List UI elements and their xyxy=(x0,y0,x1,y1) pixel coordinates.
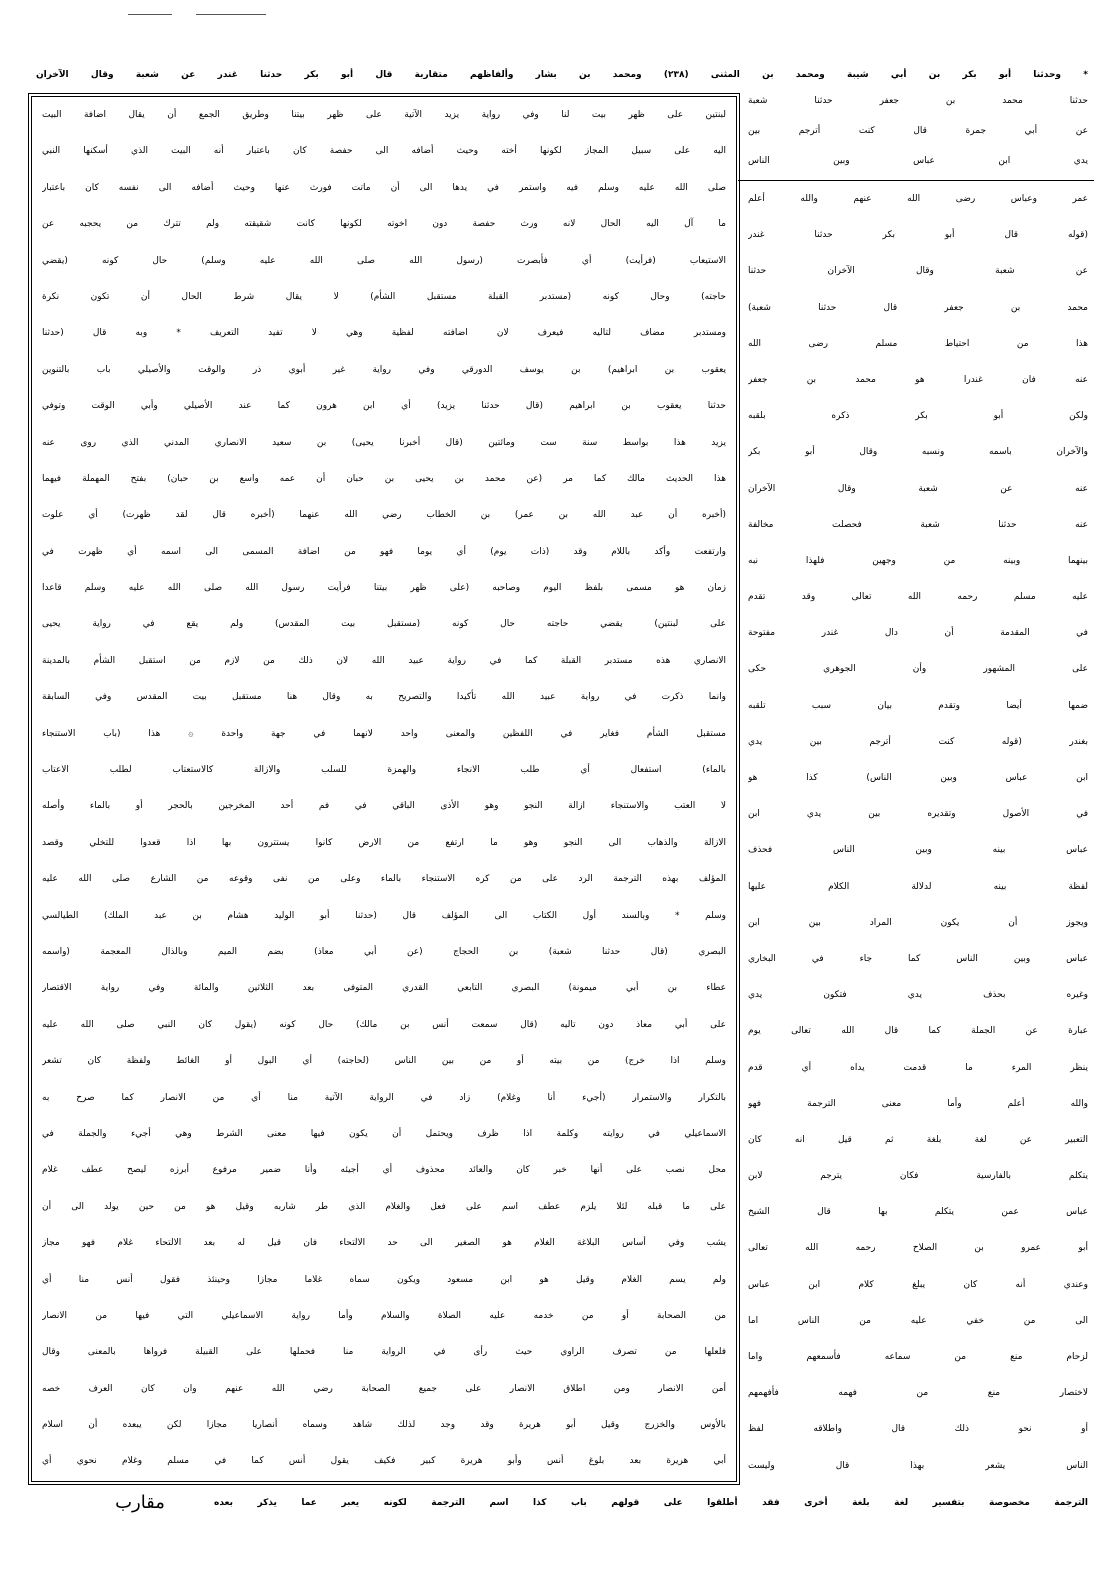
main-text-line: زمان هو مسمى بلفظ اليوم وصاحبه (على ظهر بيتنا فرأيت رسول الله صلى الله عليه وسلم قاعدا xyxy=(42,583,726,594)
margin-commentary-line: لزحام منع من سماعه فأسمعهم واما xyxy=(748,1352,1088,1362)
margin-commentary-line: أبو عمرو بن الصلاح رحمه الله تعالى xyxy=(748,1243,1088,1254)
margin-hadith-text xyxy=(748,86,1088,176)
margin-commentary-line: وغيره بحذف يدي فتكون يدي xyxy=(748,990,1088,1001)
main-text-line: ما آل اليه الحال لانه ورث حفصة دون اخوته لكونها كانت شقيقته ولم تترك من يحجبه عن xyxy=(42,219,726,230)
margin-commentary-line: عنه عن شعبة وقال الآخران xyxy=(748,483,1088,494)
margin-commentary-line: لاختصار منع من فهمه فأفهمهم xyxy=(748,1388,1088,1399)
main-text-line: أبي هريرة بعد بلوغ أنس وأبو هريرة كبير فكيف يقول أنس كما في مسلم وغلام نحوي أي xyxy=(42,1456,726,1467)
margin-commentary-line: عباس وبين الناس كما جاء في البخاري xyxy=(748,953,1088,964)
main-text-line: يزيد هذا بواسط سنة ست ومائتين (قال أخبرنا يحيى) بن سعيد الانصاري المدني الذي روى عنه xyxy=(42,437,726,448)
margin-commentary-text xyxy=(748,181,1088,1484)
main-text-line: على ما قبله لئلا يلزم عطف اسم على فعل والغلام الذي طر شاربه وقيل هو من حين يولد الى أن xyxy=(42,1201,726,1212)
margin-commentary-line: عباس عمن يتكلم بها قال الشيخ xyxy=(748,1207,1088,1218)
main-text-line: محل نصب على أنها خبر كان والعائد محذوف أي أجيئه وأنا ضمير مرفوع أبرزه ليصح عطف غلام xyxy=(42,1165,726,1176)
main-text-line: بالتكرار والاستمرار (أجيء أنا وغلام) زاد في الرواية الآتية منا أي من الانصار كما صرح به xyxy=(42,1092,726,1103)
main-text-line: فلعلها من تصرف الراوي حيث رأى في الرواية منا فحملها على القبيلة فرواها بالمعنى وقال xyxy=(42,1347,726,1358)
main-text-line: (أخبره أن عبد الله بن عمر) بن الخطاب رضي الله عنهما (أخبره قال لقد ظهرت) أي علوت xyxy=(42,510,726,521)
margin-commentary-line: ينظر المرء ما قدمت يداه أي قدم xyxy=(748,1062,1088,1073)
margin-commentary-line: عن شعبة وقال الآخران حدثنا xyxy=(748,266,1088,277)
margin-commentary-line: بينهما وبينه من وجهين فلهذا نبه xyxy=(748,555,1088,566)
main-text-line: يعقوب بن ابراهيم) بن يوسف الدورقي وفي رواية غير أبوي ذر والوقت والأصيلي باب بالتنوين xyxy=(42,364,726,375)
catchword: مقارب xyxy=(115,1492,165,1513)
margin-commentary-line: على المشهور وأن الجوهري حكى xyxy=(748,664,1088,675)
header-lead: * وحدثنا أبو بكر بن أبي شيبة ومحمد بن المثنى xyxy=(710,70,1088,80)
main-text-line: وارتفعت وأكد باللام وقد (ذات يوم) أي يوما فهو من اضافة المسمى الى اسمه أي ظهرت في xyxy=(42,546,726,557)
margin-commentary-line: الى من خفي عليه من الناس اما xyxy=(748,1315,1088,1326)
margin-commentary-line: أو نحو ذلك قال واطلاقه لفظ xyxy=(748,1424,1088,1435)
margin-commentary-line: بغندر (قوله كنت أترجم بين يدي xyxy=(748,736,1088,747)
margin-commentary-line: عنه فان غندرا هو محمد بن جعفر xyxy=(748,374,1088,385)
main-text-line: ومستدبر مضاف لتاليه فيعرف لان اضافته لفظية وهي لا تفيد التعريف * وبه قال (حدثنا xyxy=(42,328,726,339)
margin-commentary-line: هذا من احتياط مسلم رضى الله xyxy=(748,338,1088,349)
main-text-line: ولم يسم الغلام وقيل هو ابن مسعود ويكون سماه غلاما مجازا وحينئذ فقول أنس منا أي xyxy=(42,1274,726,1285)
margin-commentary-line: يتكلم بالفارسية فكان يترجم لابن xyxy=(748,1171,1088,1182)
main-text-line: حاجته) وحال كونه (مستدبر القبلة مستقبل الشأم) لا يقال شرط الحال أن تكون نكرة xyxy=(42,291,726,302)
main-text-line: هذا الحديث مالك كما مر (عن محمد بن يحيى بن حبان أن عمه واسع بن حبان) بفتح المهملة فيهما xyxy=(42,473,726,484)
main-text-line: حدثنا يعقوب بن ابراهيم (قال حدثنا يزيد) أي ابن هرون كما عند الأصيلي وأبي الوقت وتوفي xyxy=(42,401,726,412)
header-rest: ومحمد بن بشار وألفاظهم متقاربة قال أبو بكر حدثنا غندر عن شعبة وقال الآخران xyxy=(36,70,642,80)
margin-hadith-line: يدي ابن عباس وبين الناس xyxy=(748,156,1088,166)
main-text-line: المؤلف بهذه الترجمة الرد على من كره الاستنجاء بالماء وعلى من نفى وقوعه من الشارع صلى الله عليه xyxy=(42,874,726,885)
margin-commentary-line: ولكن أبو بكر ذكره بلقبه xyxy=(748,411,1088,422)
margin-hadith-line: عن أبي جمرة قال كنت أترجم بين xyxy=(748,126,1088,136)
main-text-line: البصري (قال حدثنا شعبة) بن الحجاج (عن أبي معاذ) بضم الميم وبالذال المعجمة (واسمه xyxy=(42,946,726,957)
margin-commentary-line: ضمها أيضا وتقدم بيان سبب تلقبه xyxy=(748,700,1088,711)
margin-commentary-line: محمد بن جعفر قال حدثنا شعبة) xyxy=(748,302,1088,313)
main-text-line: وسلم اذا خرج) من بيته أو من بين الناس (لحاجته) أي البول أو الغائط ولفظة كان تشعر xyxy=(42,1056,726,1067)
main-text-line: لبنتين على ظهر بيت لنا وفي رواية يزيد الآتية على ظهر بيتنا وطريق الجمع أن يقال اضافة البيت xyxy=(42,110,726,120)
margin-commentary-line: عنه حدثنا شعبة فحصلت مخالفة xyxy=(748,519,1088,530)
margin-commentary-line: ابن عباس وبين الناس) كذا هو xyxy=(748,773,1088,783)
main-commentary-box xyxy=(28,93,740,1485)
margin-commentary-line: (قوله قال أبو بكر حدثنا غندر xyxy=(748,230,1088,241)
main-text-line: صلى الله عليه وسلم فيه واستمر في يدها الى أن ماتت فورث عنها وحيث أضافه الى نفسه كان باعتبار xyxy=(42,182,726,193)
main-text-line: عطاء بن أبي ميمونة) البصري التابعي القدري المتوفى بعد الثلاثين والمائة وفي رواية الاقتصار xyxy=(42,983,726,994)
margin-commentary-line: في الأصول وتقديره بين يدي ابن xyxy=(748,809,1088,820)
margin-commentary-line: عليه مسلم رحمه الله تعالى وقد تقدم xyxy=(748,592,1088,603)
main-text-line: الانصاري هذه مستدبر القبلة كما في رواية عبيد الله لان ذلك من لازم من استقبل الشأم بالمدينة xyxy=(42,655,726,666)
main-text-line: يشب وفي أساس البلاغة الغلام هو الصغير الى حد الالتحاء فان قيل له بعد الالتحاء غلام فهو مجاز xyxy=(42,1238,726,1249)
main-text-line: الازالة والذهاب الى النجو وهو ما ارتفع من الارض كانوا يستترون بها اذا قعدوا للتخلي وقصد xyxy=(42,837,726,848)
margin-commentary-line: التعبير عن لغة بلغة ثم قيل انه كان xyxy=(748,1134,1088,1145)
main-text-line: وسلم * وبالسند أول الكتاب الى المؤلف قال (حدثنا أبو الوليد هشام بن عبد الملك) الطيالسي xyxy=(42,910,726,921)
main-text-line: الاسماعيلي في روايته وكلمة اذا ظرف ويحتمل أن يكون فيها معنى الشرط وهي أجيء والجملة في xyxy=(42,1128,726,1139)
margin-commentary-line: وعندي أنه كان يبلغ كلام ابن عباس xyxy=(748,1279,1088,1290)
margin-commentary-line: عمر وعباس رضى الله عنهم والله أعلم xyxy=(748,194,1088,204)
margin-hadith-line: حدثنا محمد بن جعفر حدثنا شعبة xyxy=(748,96,1088,106)
margin-commentary-line: عبارة عن الجملة كما قال الله تعالى يوم xyxy=(748,1026,1088,1037)
scan-mark xyxy=(196,14,266,15)
main-text-line: على أبي معاذ دون تاليه (قال سمعت أنس بن مالك) حال كونه (يقول كان النبي صلى الله عليه xyxy=(42,1019,726,1030)
main-text-line: من الصحابة أو من خدمه عليه الصلاة والسلام وأما رواية الاسماعيلي التي فيها من الانصار xyxy=(42,1310,726,1321)
main-text-line: لا العتب والاستنجاء ازالة النجو وهو الأذى الباقي في فم أحد المخرجين بالحجر أو بالماء وأصله xyxy=(42,801,726,812)
margin-commentary-line: في المقدمة أن دال غندر مفتوحة xyxy=(748,628,1088,639)
margin-commentary-line: والله أعلم وأما معنى الترجمة فهو xyxy=(748,1098,1088,1109)
margin-commentary-line: عباس بينه وبين الناس فحذف xyxy=(748,845,1088,856)
main-text-line: أمن الانصار ومن اطلاق الانصار على جميع الصحابة رضي الله عنهم وان كان العرف خصه xyxy=(42,1383,726,1394)
main-commentary-text xyxy=(42,97,726,1480)
main-text-line: الاستيعاب (فرأيت) أي فأبصرت (رسول الله صلى الله عليه وسلم) حال كونه (يقضي xyxy=(42,255,726,266)
main-text-line: وانما ذكرت في رواية عبيد الله تأكيدا والتصريح به وقال هنا مستقبل بيت المقدس وفي السابقة xyxy=(42,692,726,703)
margin-commentary-line: ويجوز أن يكون المراد بين ابن xyxy=(748,917,1088,928)
scan-marks xyxy=(0,0,1103,30)
main-text-line: بالماء) استفعال أي طلب الانجاء والهمزة للسلب والازالة كالاستعتاب لطلب الاعتاب xyxy=(42,765,726,776)
scan-mark xyxy=(128,14,172,15)
main-text-line: على لبنتين) يقضي حاجته حال كونه (مستقبل بيت المقدس) ولم يقع في رواية يحيى xyxy=(42,619,726,630)
main-text-line: بالأوس والخزرج وقيل أبو هريرة وقد وجد لذلك شاهد وسماه أنصاريا مجازا لكن يبعده أن اسلام xyxy=(42,1420,726,1431)
main-text-line: مستقبل الشأم فغاير في اللفظين والمعنى واحد لانهما في جهة واحدة ۞ هذا (باب الاستنجاء xyxy=(42,728,726,739)
margin-commentary-line: الناس يشعر بهذا قال وليست xyxy=(748,1460,1088,1471)
main-text-line: اليه على سبيل المجاز لكونها أخته وحيث أضافه الى حفصة كان باعتبار أنه البيت الذي أسكنها النبي xyxy=(42,146,726,157)
margin-commentary-line: لفظة بينه لدلالة الكلام عليها xyxy=(748,881,1088,892)
footer-continuation-line: الترجمة مخصوصة بتفسير لغة بلغة أخرى فقد أطلقوا على قولهم باب كذا اسم الترجمة لكونه يعبر عما يذكر بعده xyxy=(214,1498,1088,1508)
margin-commentary-line: والآخران باسمه ونسبه وقال أبو بكر xyxy=(748,447,1088,458)
page-number: (٢٣٨) xyxy=(663,70,689,80)
